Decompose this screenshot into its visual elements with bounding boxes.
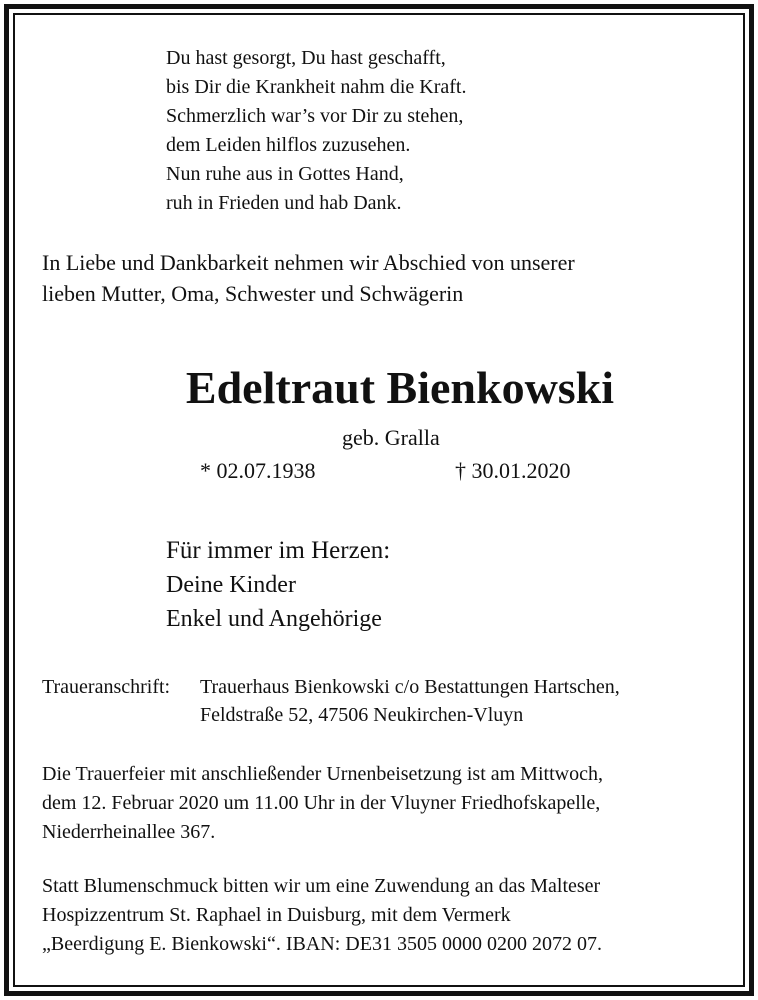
ceremony-info <box>42 760 603 847</box>
poem-line: ruh in Frieden und hab Dank. <box>166 192 402 214</box>
donation-info <box>42 872 602 959</box>
deceased-name: Edeltraut Bienkowski <box>185 362 615 413</box>
poem-line: Schmerzlich war’s vor Dir zu stehen, <box>166 105 464 127</box>
donation-line: Statt Blumenschmuck bitten wir um eine Zuwendung an das Malteser <box>42 875 601 897</box>
address-label: Traueranschrift: <box>42 676 171 698</box>
address-line: Feldstraße 52, 47506 Neukirchen-Vluyn <box>200 704 524 726</box>
death-date: † 30.01.2020 <box>455 458 571 483</box>
poem-line: dem Leiden hilflos zuzusehen. <box>166 134 411 156</box>
intro-line: In Liebe und Dankbarkeit nehmen wir Abschied von unserer <box>42 250 575 275</box>
mourner-line: Enkel und Angehörige <box>166 606 382 632</box>
mourners-heading: Für immer im Herzen: <box>166 537 391 564</box>
address-line: Trauerhaus Bienkowski c/o Bestattungen Hartschen, <box>200 676 620 698</box>
intro-line: lieben Mutter, Oma, Schwester und Schwägerin <box>42 281 464 306</box>
intro-text <box>42 247 575 309</box>
poem-line: Nun ruhe aus in Gottes Hand, <box>166 163 404 185</box>
ceremony-line: dem 12. Februar 2020 um 11.00 Uhr in der Vluyner Friedhofskapelle, <box>42 792 601 814</box>
maiden-name: geb. Gralla <box>342 425 440 450</box>
ceremony-line: Niederrheinallee 367. <box>42 821 216 843</box>
birth-date: * 02.07.1938 <box>200 458 316 483</box>
ceremony-line: Die Trauerfeier mit anschließender Urnenbeisetzung ist am Mittwoch, <box>42 763 603 785</box>
poem <box>166 44 466 218</box>
donation-line: Hospizzentrum St. Raphael in Duisburg, mit dem Vermerk <box>42 904 511 926</box>
donation-line: „Beerdigung E. Bienkowski“. IBAN: DE31 3505 0000 0200 2072 07. <box>42 933 602 955</box>
mourners-list <box>166 568 382 636</box>
mourner-line: Deine Kinder <box>166 572 296 598</box>
poem-line: Du hast gesorgt, Du hast geschafft, <box>166 47 446 69</box>
poem-line: bis Dir die Krankheit nahm die Kraft. <box>166 76 467 98</box>
